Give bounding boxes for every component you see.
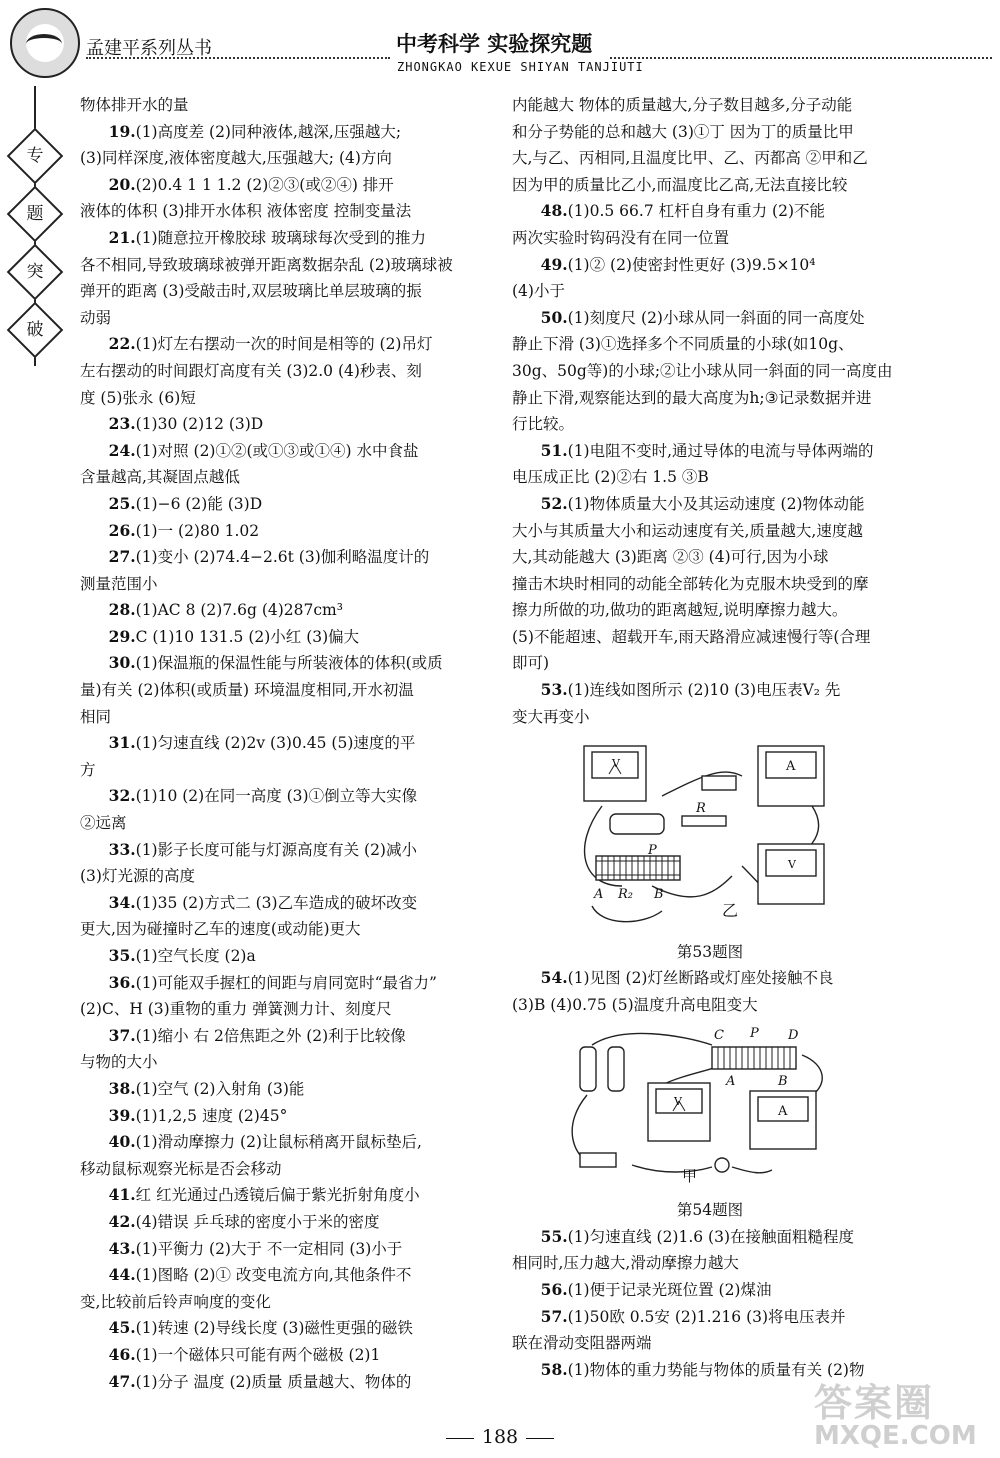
answer-line [80, 464, 484, 491]
answer-text: (1)刻度尺 (2)小球从同一斜面的同一高度处 [567, 308, 865, 327]
answer-line [80, 624, 484, 651]
answer-text: (2)C、H (3)重物的重力 弹簧测力计、刻度尺 [80, 1000, 392, 1019]
answer-line [80, 1129, 484, 1156]
answer-line [80, 1103, 484, 1130]
answer-text: (1)可能双手握杠的间距与肩同宽时“最省力” [135, 973, 437, 992]
battery-cell-1 [580, 1047, 596, 1091]
answer-line [80, 810, 484, 837]
answer-line [80, 305, 484, 332]
answer-text: (3)同样深度,液体密度越大,压强越大; (4)方向 [80, 149, 392, 168]
header-divider-left [86, 57, 390, 59]
circuit-diagram-54 [562, 1025, 832, 1185]
answer-line [512, 92, 908, 119]
question-number: 46. [108, 1344, 136, 1364]
page-number: 188 [481, 1426, 519, 1448]
voltmeter-2-label: V [788, 858, 796, 872]
answer-text: (1)0.5 66.7 杠杆自身有重力 (2)不能 [567, 202, 825, 221]
question-number: 54. [540, 968, 568, 988]
answer-text: (1)50欧 0.5安 (2)1.216 (3)将电压表并 [567, 1307, 846, 1326]
answer-line [80, 278, 484, 305]
answer-line [80, 331, 484, 358]
question-number: 53. [540, 680, 568, 700]
voltmeter-label: V [674, 1094, 682, 1108]
label-b: B [654, 887, 664, 903]
answers-right-column [512, 92, 908, 1383]
answer-line [80, 1289, 484, 1316]
answer-line [512, 704, 908, 731]
answer-line [80, 890, 484, 917]
answer-text: 移动鼠标观察光标是否会移动 [80, 1159, 282, 1178]
label-r: R [696, 801, 706, 817]
answer-text: (1)电阻不变时,通过导体的电流与导体两端的 [567, 441, 874, 460]
answer-text: 左右摆动的时间跟灯高度有关 (3)2.0 (4)秒表、刻 [80, 361, 422, 380]
question-number: 45. [108, 1318, 136, 1338]
answer-line [80, 385, 484, 412]
question-number: 40. [108, 1132, 136, 1152]
battery [610, 814, 664, 834]
footer-dash-left [446, 1438, 474, 1439]
question-number: 47. [108, 1371, 136, 1391]
answer-text: 含量越高,其凝固点越低 [80, 468, 240, 487]
label-a: A [726, 1073, 736, 1089]
question-number: 26. [108, 520, 136, 540]
answer-text: 电压成正比 (2)②右 1.5 ③B [512, 468, 709, 487]
label-jia: 甲 [682, 1166, 698, 1185]
answer-text: (1)影子长度可能与灯源高度有关 (2)减小 [135, 840, 417, 859]
answer-line [512, 172, 908, 199]
answer-line [512, 1224, 908, 1251]
answer-line [80, 757, 484, 784]
answer-line [512, 331, 908, 358]
question-number: 42. [108, 1211, 136, 1231]
watermark-title: 答案圈 [814, 1381, 935, 1425]
answer-line [80, 358, 484, 385]
answer-line [512, 650, 908, 677]
answer-text: (1)一 (2)80 1.02 [135, 521, 260, 540]
answer-line [512, 411, 908, 438]
page-header [0, 0, 1000, 86]
answer-text: 撞击木块时相同的动能全部转化为克服木块受到的摩 [512, 574, 869, 593]
series-name: 孟建平系列丛书 [86, 38, 212, 59]
answer-text: (1)30 (2)12 (3)D [135, 415, 264, 434]
answer-line [80, 225, 484, 252]
answer-text: 静止下滑,观察能达到的最大高度为h;③记录数据并进 [512, 388, 872, 407]
answer-line [512, 544, 908, 571]
answer-line [512, 1304, 908, 1331]
answer-text: 各不相同,导致玻璃球被弹开距离数据杂乱 (2)玻璃球被 [80, 255, 453, 274]
answer-text: 联在滑动变阻器两端 [512, 1334, 652, 1353]
answer-text: 行比较。 [512, 415, 575, 434]
label-c: C [714, 1027, 724, 1043]
figure-53-caption: 第53题图 [676, 942, 744, 961]
answers-block-a [512, 92, 908, 730]
answer-text: 大,与乙、丙相同,且温度比甲、乙、丙都高 ②甲和乙 [512, 149, 868, 168]
question-number: 49. [540, 254, 568, 274]
answer-text: (1)匀速直线 (2)2v (3)0.45 (5)速度的平 [135, 734, 416, 753]
answer-text: 物体排开水的量 [80, 96, 189, 114]
answer-text: 两次实验时钩码没有在同一位置 [512, 228, 730, 247]
sidebar-char: 专 [26, 146, 44, 166]
question-number: 43. [108, 1238, 136, 1258]
answer-line [512, 278, 908, 305]
answer-line [512, 491, 908, 518]
answer-text: (1)见图 (2)灯丝断路或灯座处接触不良 [567, 969, 834, 988]
question-number: 25. [108, 493, 136, 513]
answers-block-c [512, 1224, 908, 1384]
answer-text: 因为甲的质量比乙小,而温度比乙高,无法直接比较 [512, 175, 848, 194]
answer-text: 30g、50g等)的小球;②让小球从同一斜面的同一高度由 [512, 361, 893, 380]
answer-text: (1)变小 (2)74.4−2.6t (3)伽利略温度计的 [135, 548, 430, 567]
answer-line [80, 783, 484, 810]
answer-text: 擦力所做的功,做功的距离越短,说明摩擦力越大。 [512, 601, 848, 620]
circuit-diagram-53 [562, 736, 842, 926]
answer-text: (1)滑动摩擦力 (2)让鼠标稍离开鼠标垫后, [135, 1133, 422, 1152]
answer-line [80, 677, 484, 704]
answer-text: 度 (5)张永 (6)短 [80, 388, 196, 407]
answer-text: 和分子势能的总和越大 (3)①丁 因为丁的质量比甲 [512, 122, 854, 141]
answer-line [80, 411, 484, 438]
label-yi: 乙 [722, 901, 739, 921]
answer-text: 与物的大小 [80, 1053, 158, 1072]
question-number: 37. [108, 1025, 136, 1045]
answer-line [80, 1209, 484, 1236]
answer-text: (1)AC 8 (2)7.6g (4)287cm³ [135, 601, 343, 620]
switch [702, 776, 736, 790]
answer-text: (1)便于记录光斑位置 (2)煤油 [567, 1281, 772, 1299]
answer-text: (1)分子 温度 (2)质量 质量越大、物体的 [135, 1372, 412, 1391]
answer-line [512, 385, 908, 412]
answer-line [512, 624, 908, 651]
answer-line [80, 544, 484, 571]
question-number: 29. [108, 626, 136, 646]
series-logo-icon [10, 8, 80, 78]
answer-line [80, 518, 484, 545]
figure-54 [562, 1025, 908, 1194]
answer-line [512, 225, 908, 252]
answer-text: (1)随意拉开橡胶球 玻璃球每次受到的推力 [135, 228, 427, 247]
answer-text: (1)灯左右摆动一次的时间是相等的 (2)吊灯 [135, 335, 433, 354]
answer-line [80, 571, 484, 598]
answer-line [512, 198, 908, 225]
answer-line [512, 305, 908, 332]
sidebar-char: 破 [26, 320, 44, 340]
sidebar-badge [7, 186, 64, 243]
answer-text: (3)灯光源的高度 [80, 867, 195, 886]
answer-line [512, 992, 908, 1019]
answer-line [80, 916, 484, 943]
answer-text: (4)错误 乒乓球的密度小于米的密度 [135, 1212, 380, 1231]
answer-line [80, 650, 484, 677]
header-divider-right [610, 57, 992, 59]
answer-line [512, 438, 908, 465]
answer-text: (4)小于 [512, 282, 565, 301]
answer-line [80, 1315, 484, 1342]
answer-line [80, 597, 484, 624]
question-number: 52. [540, 493, 568, 513]
answer-line [80, 1262, 484, 1289]
answer-line [512, 571, 908, 598]
question-number: 56. [540, 1280, 568, 1299]
answer-text: (1)连线如图所示 (2)10 (3)电压表V₂ 先 [567, 681, 841, 700]
label-b: B [778, 1073, 788, 1089]
answer-text: (1)对照 (2)①②(或①③或①④) 水中食盐 [135, 441, 419, 460]
book-subtitle: ZHONGKAO KEXUE SHIYAN TANJIUTI [397, 60, 644, 74]
answer-text: 大小与其质量大小和运动速度有关,质量越大,速度越 [512, 521, 863, 540]
answer-line [80, 863, 484, 890]
answer-text: (1)匀速直线 (2)1.6 (3)在接触面粗糙程度 [567, 1227, 855, 1246]
answer-text: 变,比较前后铃声响度的变化 [80, 1292, 271, 1311]
answer-text: (3)B (4)0.75 (5)温度升高电阻变大 [512, 996, 758, 1015]
answer-text: (1)平衡力 (2)大于 不一定相同 (3)小于 [135, 1239, 403, 1258]
answer-text: ②远离 [80, 814, 127, 833]
answer-line [80, 438, 484, 465]
answer-line [80, 119, 484, 146]
question-number: 55. [540, 1226, 568, 1246]
answer-line [512, 597, 908, 624]
footer-dash-right [526, 1438, 554, 1439]
sidebar-badge [7, 302, 64, 359]
answer-line [80, 1076, 484, 1103]
sidebar-char: 突 [26, 262, 44, 282]
answer-text: 动弱 [80, 308, 112, 327]
answer-text: (1)物体质量大小及其运动速度 (2)物体动能 [567, 494, 865, 513]
answer-line [80, 145, 484, 172]
answer-text: 方 [80, 760, 96, 779]
answer-line [80, 1156, 484, 1183]
answer-text: (1)保温瓶的保温性能与所装液体的体积(或质 [135, 654, 443, 673]
question-number: 23. [108, 414, 136, 434]
answer-text: (1)空气 (2)入射角 (3)能 [135, 1079, 305, 1098]
question-number: 36. [108, 972, 136, 992]
answer-line [80, 1049, 484, 1076]
question-number: 44. [108, 1265, 136, 1285]
answer-text: (1)② (2)使密封性更好 (3)9.5×10⁴ [567, 255, 816, 274]
answer-text: 相同 [80, 707, 112, 726]
question-number: 48. [540, 201, 568, 221]
sidebar-char: 题 [26, 204, 44, 224]
answer-text: (2)0.4 1 1 1.2 (2)②③(或②④) 排开 [135, 175, 394, 194]
sidebar-badge [7, 128, 64, 185]
watermark-url: MXQE.COM [814, 1421, 977, 1451]
answer-text: 即可) [512, 654, 550, 673]
answer-line [80, 970, 484, 997]
label-r2: R₂ [618, 887, 633, 903]
answers-block-b [512, 965, 908, 1018]
answer-line [512, 464, 908, 491]
lamp [715, 1158, 729, 1172]
answer-text: (1)1,2,5 速度 (2)45° [135, 1106, 288, 1125]
answer-line [80, 252, 484, 279]
question-number: 50. [540, 307, 568, 327]
answer-text: 红 红光通过凸透镜后偏于紫光折射角度小 [135, 1186, 420, 1205]
section-sidebar [10, 136, 60, 368]
answer-text: (1)一个磁体只可能有两个磁极 (2)1 [135, 1345, 381, 1364]
answer-line [512, 965, 908, 992]
question-number: 31. [108, 733, 136, 753]
ammeter-label: A [778, 1103, 788, 1119]
answer-line [80, 1182, 484, 1209]
answer-text: (1)空气长度 (2)a [135, 947, 256, 965]
answer-text: (1)−6 (2)能 (3)D [135, 494, 263, 513]
answer-line [512, 1277, 908, 1304]
question-number: 57. [540, 1306, 568, 1326]
answer-line [80, 837, 484, 864]
label-a: A [594, 887, 604, 903]
answer-line [80, 491, 484, 518]
voltmeter-1-label: V [612, 757, 620, 771]
question-number: 20. [108, 174, 136, 194]
answer-text: 量)有关 (2)体积(或质量) 环境温度相同,开水初温 [80, 681, 414, 700]
figure-54-caption: 第54题图 [676, 1201, 744, 1220]
switch [580, 1153, 616, 1167]
answer-line [512, 358, 908, 385]
answer-text: 大,其动能越大 (3)距离 ②③ (4)可行,因为小球 [512, 548, 829, 567]
resistor-r [682, 816, 726, 826]
question-number: 22. [108, 334, 136, 354]
answer-text: 弹开的距离 (3)受敲击时,双层玻璃比单层玻璃的振 [80, 282, 422, 301]
answer-text: 变大再变小 [512, 707, 590, 726]
answers-left-column [80, 92, 484, 1395]
answer-text: (1)35 (2)方式二 (3)乙车造成的破坏改变 [135, 893, 418, 912]
question-number: 33. [108, 839, 136, 859]
label-d: D [788, 1027, 799, 1043]
question-number: 27. [108, 547, 136, 567]
answer-text: 相同时,压力越大,滑动摩擦力越大 [512, 1254, 739, 1273]
answer-line [80, 172, 484, 199]
answer-line [80, 1023, 484, 1050]
answer-text: (1)10 (2)在同一高度 (3)①倒立等大实像 [135, 787, 418, 806]
question-number: 39. [108, 1105, 136, 1125]
answer-line [80, 704, 484, 731]
answer-line [80, 943, 484, 970]
answer-line [80, 198, 484, 225]
question-number: 51. [540, 440, 568, 460]
question-number: 24. [108, 440, 136, 460]
answer-text: (1)转速 (2)导线长度 (3)磁性更强的磁铁 [135, 1319, 413, 1338]
answer-line [512, 252, 908, 279]
label-p: P [648, 843, 657, 859]
question-number: 41. [108, 1185, 136, 1205]
figure-53 [562, 736, 908, 935]
answer-text: (1)缩小 右 2倍焦距之外 (2)利于比较像 [135, 1026, 406, 1045]
question-number: 19. [108, 121, 136, 141]
sidebar-badge [7, 244, 64, 301]
answer-text: 内能越大 物体的质量越大,分子数目越多,分子动能 [512, 96, 853, 114]
answer-line [80, 1236, 484, 1263]
answer-text: 测量范围小 [80, 574, 158, 593]
answer-line [512, 145, 908, 172]
answer-text: (5)不能超速、超载开车,雨天路滑应减速慢行等(合理 [512, 627, 871, 646]
watermark [814, 1372, 990, 1452]
label-p: P [750, 1025, 759, 1041]
question-number: 21. [108, 227, 136, 247]
answer-line [80, 996, 484, 1023]
answer-line [80, 1342, 484, 1369]
answer-line [80, 730, 484, 757]
question-number: 30. [108, 653, 136, 673]
question-number: 34. [108, 892, 136, 912]
question-number: 35. [108, 946, 136, 965]
answer-line [80, 92, 484, 119]
question-number: 32. [108, 786, 136, 806]
question-number: 38. [108, 1078, 136, 1098]
answer-text: (1)图略 (2)① 改变电流方向,其他条件不 [135, 1266, 412, 1285]
answer-text: 静止下滑 (3)①选择多个不同质量的小球(如10g、 [512, 335, 854, 354]
answer-text: 更大,因为碰撞时乙车的速度(或动能)更大 [80, 920, 361, 939]
answer-line [512, 677, 908, 704]
answer-text: 液体的体积 (3)排开水体积 液体密度 控制变量法 [80, 202, 412, 221]
question-number: 58. [540, 1359, 568, 1379]
battery-cell-2 [608, 1047, 624, 1091]
answer-text: C (1)10 131.5 (2)小红 (3)偏大 [135, 627, 360, 646]
ammeter-label: A [786, 759, 796, 775]
answer-line [512, 1250, 908, 1277]
answer-text: (1)物体的重力势能与物体的质量有关 (2)物 [567, 1360, 865, 1379]
answer-line [512, 119, 908, 146]
answer-line [512, 518, 908, 545]
answer-line [512, 1330, 908, 1357]
answer-line [80, 1369, 484, 1396]
book-title: 中考科学 实验探究题 [396, 31, 593, 56]
answer-text: (1)高度差 (2)同种液体,越深,压强越大; [135, 122, 402, 141]
question-number: 28. [108, 600, 136, 620]
